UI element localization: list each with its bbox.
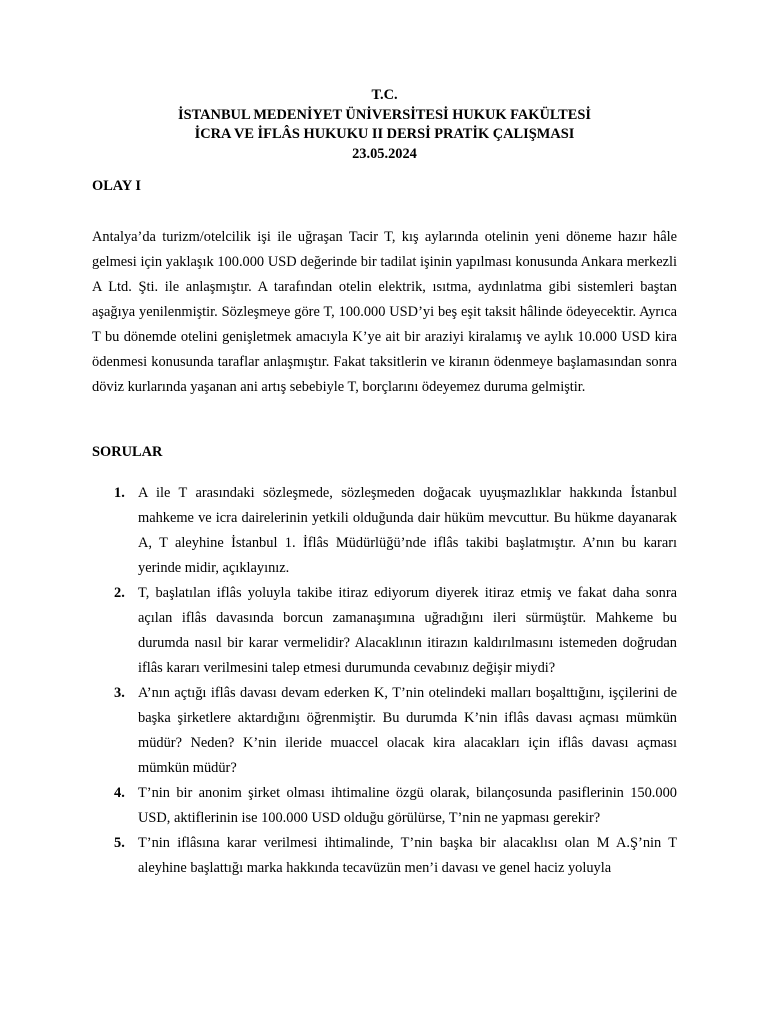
- question-number: 4.: [114, 785, 125, 801]
- question-number: 1.: [114, 485, 125, 501]
- question-number: 5.: [114, 835, 125, 851]
- sorular-title: SORULAR: [92, 444, 163, 460]
- olay-title: OLAY I: [92, 178, 141, 194]
- header-tc: T.C.: [371, 87, 398, 103]
- question-number: 2.: [114, 585, 125, 601]
- header-university: İSTANBUL MEDENİYET ÜNİVERSİTESİ HUKUK FAKÜLTESİ: [178, 106, 591, 123]
- olay-paragraph: Antalya’da turizm/otelcilik işi ile uğraşan Tacir T, kış aylarında otelinin yeni döneme hazır hâle gelmesi için yaklaşık 100.000 USD değerinde bir tadilat işinin yapılması konusunda Ankara merkezli A Ltd. Şti. ile anlaşmıştır. A tarafından otelin elektrik, ısıtma, aydınlatma gibi sistemleri baştan aşağıya yenilenmiştir. Sözleşmeye göre T, 100.000 USD’yi beş eşit taksit hâlinde ödeyecektir. Ayrıca T bu dönemde otelini genişletmek amacıyla K’ye ait bir araziyi kiralamış ve aylık 10.000 USD kira ödenmesi konusunda taraflar anlaşmıştır. Fakat taksitlerin ve kiranın ödenmeye başlamasından sonra döviz kurlarında yaşanan ani artış sebebiyle T, borçlarını ödeyemez duruma gelmiştir.: [92, 229, 677, 395]
- question-item: [92, 831, 677, 881]
- question-text: T, başlatılan iflâs yoluyla takibe itiraz ediyorum diyerek itiraz etmiş ve fakat daha sonra açılan iflâs davasında borcun zamanaşımına uğradığını ileri sürmüştür. Mahkeme bu durumda nasıl bir karar vermelidir? Alacaklının itirazın kaldırılmasını istemeden doğrudan iflâs kararı verilmesini talep etmesi durumunda cevabınız değişir miydi?: [138, 585, 677, 676]
- question-text: A’nın açtığı iflâs davası devam ederken K, T’nin otelindeki malları boşalttığını, işçilerini de başka şirketlere aktardığını öğrenmiştir. Bu durumda K’nin iflâs davası açması mümkün müdür? Neden? K’nin ileride muaccel olacak kira alacakları için iflâs davası açması mümkün müdür?: [138, 685, 677, 776]
- header-course: İCRA VE İFLÂS HUKUKU II DERSİ PRATİK ÇALIŞMASI: [194, 126, 575, 142]
- question-item: [92, 781, 677, 831]
- header-date: 23.05.2024: [352, 145, 417, 162]
- question-text: T’nin iflâsına karar verilmesi ihtimalinde, T’nin başka bir alacaklısı olan M A.Ş’nin T aleyhine başlattığı marka hakkında tecavüzün men’i davası ve genel haciz yoluyla: [138, 835, 677, 876]
- document-header: [92, 86, 677, 164]
- question-number: 3.: [114, 685, 125, 701]
- question-text: T’nin bir anonim şirket olması ihtimaline özgü olarak, bilançosunda pasiflerinin 150.000 USD, aktiflerinin ise 100.000 USD olduğu görülürse, T’nin ne yapması gerekir?: [138, 785, 677, 826]
- question-item: [92, 581, 677, 681]
- question-item: [92, 481, 677, 581]
- question-list: [92, 481, 677, 881]
- question-item: [92, 681, 677, 781]
- question-text: A ile T arasındaki sözleşmede, sözleşmeden doğacak uyuşmazlıklar hakkında İstanbul mahkeme ve icra dairelerinin yetkili olduğunda dair hüküm mevcuttur. Bu hükme dayanarak A, T aleyhine İstanbul 1. İflâs Müdürlüğü’nde iflâs takibi başlatmıştır. A’nın bu kararı yerinde midir, açıklayınız.: [138, 485, 677, 576]
